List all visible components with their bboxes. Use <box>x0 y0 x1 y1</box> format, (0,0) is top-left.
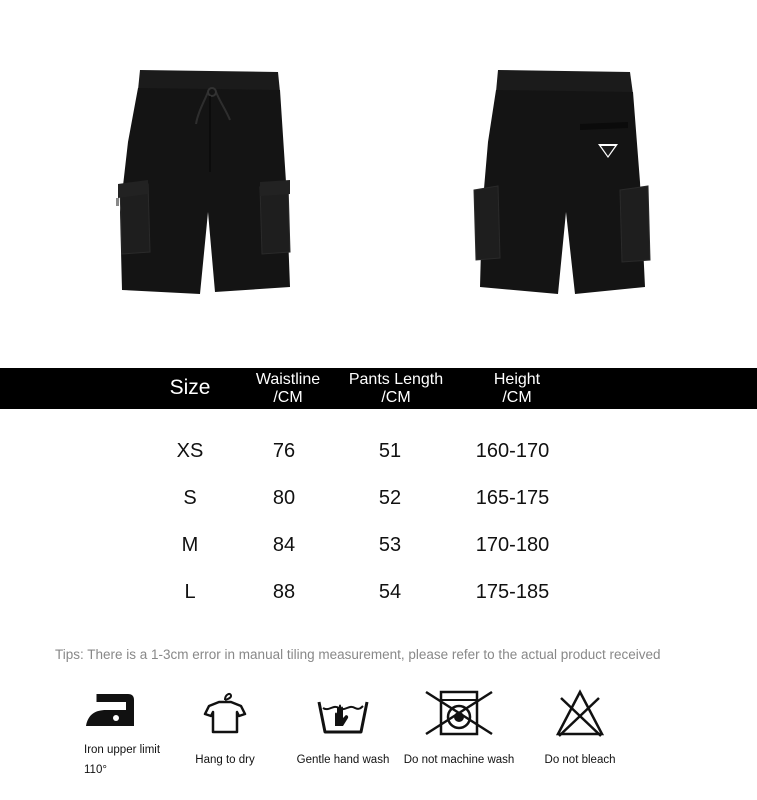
header-pants-length-unit: /CM <box>381 389 411 406</box>
product-image-front <box>100 62 300 302</box>
hand-wash-icon <box>315 688 371 738</box>
row-waistline: 80 <box>272 487 296 509</box>
row-size: L <box>184 581 196 603</box>
product-image-back <box>470 62 660 302</box>
hang-dry-icon <box>201 688 249 738</box>
row-size: M <box>181 534 199 556</box>
row-height: 175-185 <box>475 581 550 603</box>
table-row <box>0 487 757 517</box>
header-waistline-unit: /CM <box>273 389 303 406</box>
care-label-no-machine-wash: Do not machine wash <box>403 754 515 766</box>
row-waistline: 88 <box>272 581 296 603</box>
no-bleach-icon <box>555 688 605 738</box>
size-chart-header <box>0 368 757 409</box>
row-height: 170-180 <box>475 534 550 556</box>
row-waistline: 76 <box>272 440 296 462</box>
header-pants-length-label: Pants Length <box>348 371 444 388</box>
header-waistline-label: Waistline <box>255 371 321 388</box>
row-height: 160-170 <box>475 440 550 462</box>
care-item-iron <box>72 688 162 780</box>
row-pants-length: 54 <box>378 581 402 603</box>
care-label-iron: Iron upper limit 110° <box>84 744 161 776</box>
shorts-front-illustration <box>100 62 300 302</box>
row-pants-length: 53 <box>378 534 402 556</box>
row-pants-length: 52 <box>378 487 402 509</box>
care-item-hang-dry <box>180 688 270 770</box>
table-row <box>0 440 757 470</box>
measurement-tips: Tips: There is a 1-3cm error in manual tiling measurement, please refer to the actual product received <box>55 647 661 662</box>
header-height <box>472 371 562 407</box>
header-pants-length <box>338 371 454 407</box>
table-row <box>0 581 757 611</box>
row-size: XS <box>176 440 204 462</box>
header-height-label: Height <box>493 371 541 388</box>
care-label-hand-wash: Gentle hand wash <box>296 754 390 766</box>
header-size: Size <box>169 376 211 399</box>
care-item-no-bleach <box>530 688 630 770</box>
care-label-hang-dry: Hang to dry <box>195 754 255 766</box>
iron-icon <box>82 688 142 732</box>
header-height-unit: /CM <box>502 389 532 406</box>
care-item-no-machine-wash <box>398 688 520 770</box>
row-pants-length: 51 <box>378 440 402 462</box>
no-machine-wash-icon <box>424 688 494 738</box>
header-waistline <box>246 371 330 407</box>
table-row <box>0 534 757 564</box>
care-label-no-bleach: Do not bleach <box>544 754 616 766</box>
row-height: 165-175 <box>475 487 550 509</box>
row-waistline: 84 <box>272 534 296 556</box>
row-size: S <box>183 487 197 509</box>
shorts-back-illustration <box>470 62 660 302</box>
care-item-hand-wash <box>290 688 396 770</box>
